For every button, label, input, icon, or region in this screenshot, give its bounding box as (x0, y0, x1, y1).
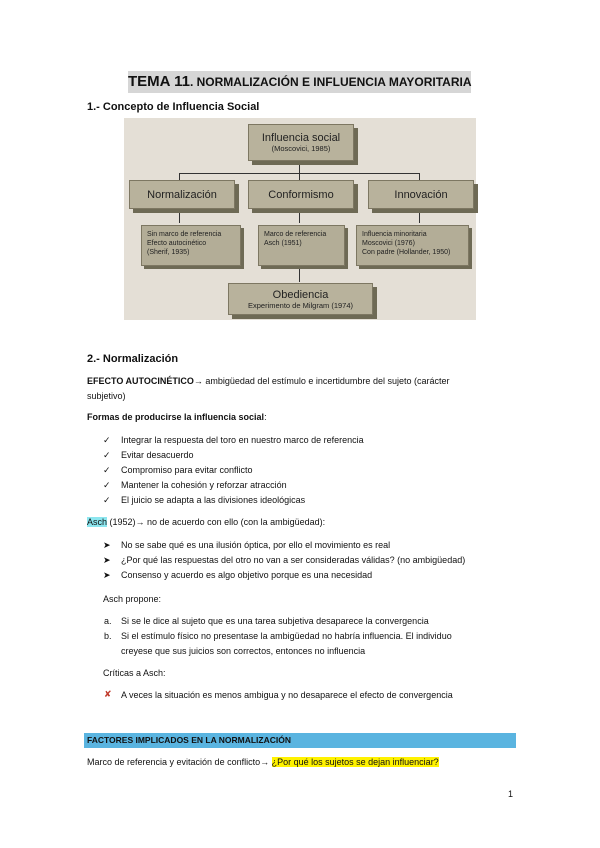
checkmark-icon: ✓ (103, 495, 111, 505)
asch-propone-label: Asch propone: (103, 594, 162, 604)
page-number: 1 (508, 789, 514, 799)
list-item: El juicio se adapta a las divisiones ideológicas (121, 495, 306, 505)
checkmark-icon: ✓ (103, 465, 111, 475)
list-item: Si el estímulo físico no presentase la ambigüedad no habría influencia. El individuo (121, 631, 452, 641)
list-item: No se sabe qué es una ilusión óptica, por ello el movimiento es real (121, 540, 391, 550)
checkmark-icon: ✓ (103, 450, 111, 460)
section-1-heading: 1.- Concepto de Influencia Social (87, 101, 260, 113)
list-item: ¿Por qué las respuestas del otro no van a ser consideradas válidas? (no ambigüedad) (121, 555, 466, 565)
arrow-bullet-icon: ➤ (103, 540, 111, 550)
factores-section-bar: FACTORES IMPLICADOS EN LA NORMALIZACIÓN (84, 733, 516, 748)
efecto-autocinetico-paragraph: EFECTO AUTOCINÉTICO→ ambigüedad del estímulo e incertidumbre del sujeto (carácter (87, 376, 450, 386)
normalizacion-detail: Sin marco de referencia Efecto autocinético (Sherif, 1935) (141, 225, 241, 266)
document-page: TEMA 11. NORMALIZACIÓN E INFLUENCIA MAYORITARIA 1.- Concepto de Influencia Social Influencia social (Moscovici, 1985) Normalización Conformismo Innovación Sin marco de referencia Efecto autocinético (Sherif, 1935) Marco de referencia Asch (1951) Influencia minoritaria Moscovici (1976) Con padre (Hollander, 1950) Obediencia Experimento de Milgram (1974) 2.- Normalización EFECTO AUTOCINÉTICO→ ambigüedad del estímulo e incertidumbre del sujeto (carácter subjetivo) Formas de producirse la influencia social: ✓ Integrar la respuesta del toro en nuestro marco de referencia ✓ Evitar desacuerdo ✓ Compromiso para evitar conflicto ✓ Mantener la cohesión y reforzar atracción ✓ El juicio se adapta a las divisiones ideológicas Asch (1952)→ no de acuerdo con ello (con la ambigüedad): ➤ No se sabe qué es una ilusión óptica, por ello el movimiento es real ➤ ¿Por qué las respuestas del otro no van a ser consideradas válidas? (no ambigüedad) ➤ Consenso y acuerdo es algo objetivo porque es una necesidad Asch propone: a. Si se le dice al sujeto que es una tarea subjetiva desaparece la convergencia b. Si el estímulo físico no presentase la ambigüedad no habría influencia. El individuo creyese que sus juicios son correctos, entonces no influencia Críticas a Asch: ✘ A veces la situación es menos ambigua y no desaparece el efecto de convergencia FACTORES IMPLICADOS EN LA NORMALIZACIÓN Marco de referencia y evitación de conflicto→ ¿Por qué los sujetos se dejan influenciar? 1 (0, 0, 600, 848)
asch-line: Asch (1952)→ no de acuerdo con ello (con la ambigüedad): (87, 517, 326, 527)
list-item: Consenso y acuerdo es algo objetivo porque es una necesidad (121, 570, 373, 580)
arrow-bullet-icon: ➤ (103, 570, 111, 580)
marco-referencia-line: Marco de referencia y evitación de conflicto→ ¿Por qué los sujetos se dejan influenciar? (87, 757, 439, 767)
checkmark-icon: ✓ (103, 480, 111, 490)
innovacion-box: Innovación (368, 180, 474, 209)
influencia-social-box: Influencia social (Moscovici, 1985) (248, 124, 354, 161)
list-item: Compromiso para evitar conflicto (121, 465, 253, 475)
list-item: Evitar desacuerdo (121, 450, 194, 460)
critica-item: A veces la situación es menos ambigua y no desaparece el efecto de convergencia (121, 690, 453, 700)
influence-diagram (124, 118, 476, 320)
list-item: Si se le dice al sujeto que es una tarea subjetiva desaparece la convergencia (121, 616, 429, 626)
checkmark-icon: ✓ (103, 435, 111, 445)
conformismo-detail: Marco de referencia Asch (1951) (258, 225, 345, 266)
obediencia-box: Obediencia Experimento de Milgram (1974) (228, 283, 373, 315)
section-2-heading: 2.- Normalización (87, 353, 179, 365)
normalizacion-box: Normalización (129, 180, 235, 209)
efecto-autocinetico-continuation: subjetivo) (87, 391, 126, 401)
cross-mark-icon: ✘ (104, 689, 112, 699)
page-title: TEMA 11. NORMALIZACIÓN E INFLUENCIA MAYORITARIA (128, 71, 471, 93)
formas-heading: Formas de producirse la influencia social: (87, 412, 267, 422)
list-item: Integrar la respuesta del toro en nuestro marco de referencia (121, 435, 364, 445)
list-item: Mantener la cohesión y reforzar atracción (121, 480, 287, 490)
list-item-continuation: creyese que sus juicios son correctos, entonces no influencia (121, 646, 366, 656)
innovacion-detail: Influencia minoritaria Moscovici (1976) Con padre (Hollander, 1950) (356, 225, 469, 266)
arrow-bullet-icon: ➤ (103, 555, 111, 565)
criticas-label: Críticas a Asch: (103, 668, 166, 678)
conformismo-box: Conformismo (248, 180, 354, 209)
